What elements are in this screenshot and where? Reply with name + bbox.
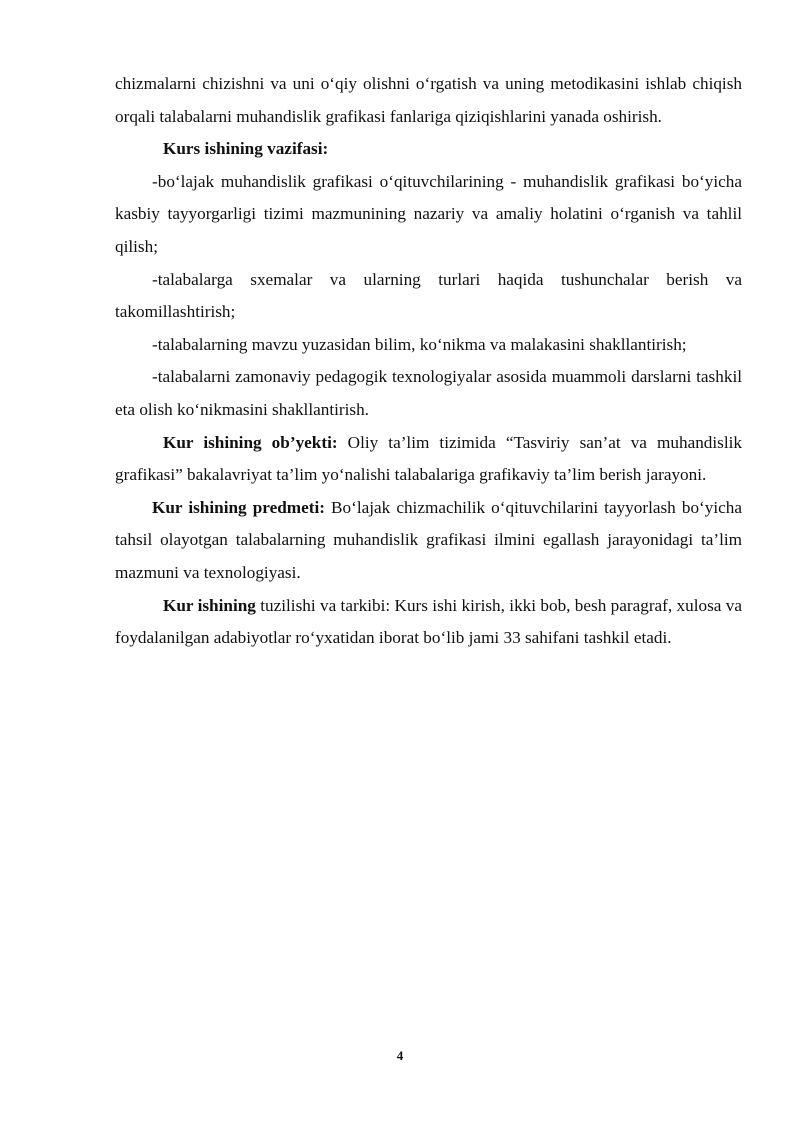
- list-marker: -: [152, 334, 158, 354]
- list-item-text: talabalarga sxemalar va ularning turlari haqida tushunchalar berish va takomillashtirish;: [115, 269, 742, 322]
- subject-label: Kur ishining predmeti:: [152, 497, 325, 517]
- document-body: [115, 68, 742, 655]
- structure-paragraph: [115, 590, 742, 655]
- list-item-text: talabalarning mavzu yuzasidan bilim, ko‘nikma va malakasini shakllantirish;: [157, 334, 687, 354]
- structure-label: Kur ishining: [163, 595, 256, 615]
- list-item: [115, 166, 742, 264]
- list-marker: -: [152, 171, 158, 191]
- list-item: [115, 329, 742, 362]
- object-paragraph: [115, 427, 742, 492]
- object-text: Oliy ta’lim tizimida “Tasviriy san’at va muhandislik grafikasi” bakalavriyat ta’lim yo‘nalishi talabalariga grafikaviy ta’lim berish jarayoni.: [115, 432, 742, 485]
- list-marker: -: [152, 367, 158, 387]
- list-item: [115, 361, 742, 426]
- subject-paragraph: [115, 492, 742, 590]
- page-number: 4: [396, 1048, 404, 1063]
- subject-text: Bo‘lajak chizmachilik o‘qituvchilarini tayyorlash bo‘yicha tahsil olayotgan talabalarning muhandislik grafikasi ilmini egallash jarayonidagi ta’lim mazmuni va texnologiyasi.: [115, 497, 743, 582]
- tasks-heading: Kurs ishining vazifasi:: [163, 139, 329, 159]
- intro-paragraph: chizmalarni chizishni va uni o‘qiy olishni o‘rgatish va uning metodikasini ishlab chiqish orqali talabalarni muhandislik grafikasi fanlariga qiziqishlarini yanada oshirish.: [115, 74, 742, 126]
- list-marker: -: [152, 269, 158, 289]
- tasks-list: [115, 166, 742, 427]
- list-item-text: talabalarni zamonaviy pedagogik texnologiyalar asosida muammoli darslarni tashkil eta olish ko‘nikmasini shakllantirish.: [115, 367, 742, 419]
- list-item-text: bo‘lajak muhandislik grafikasi o‘qituvchilarining - muhandislik grafikasi bo‘yicha kasbiy tayyorgarligi tizimi mazmunining nazariy va amaliy holatini o‘rganish va tahlil qilish;: [115, 171, 742, 256]
- structure-text: tuzilishi va tarkibi: Kurs ishi kirish, ikki bob, besh paragraf, xulosa va foydalanilgan adabiyotlar ro‘yxatidan iborat bo‘lib jami 33 sahifani tashkil etadi.: [115, 595, 743, 648]
- list-item: [115, 264, 742, 329]
- object-label: Kur ishining ob’yekti:: [163, 432, 338, 452]
